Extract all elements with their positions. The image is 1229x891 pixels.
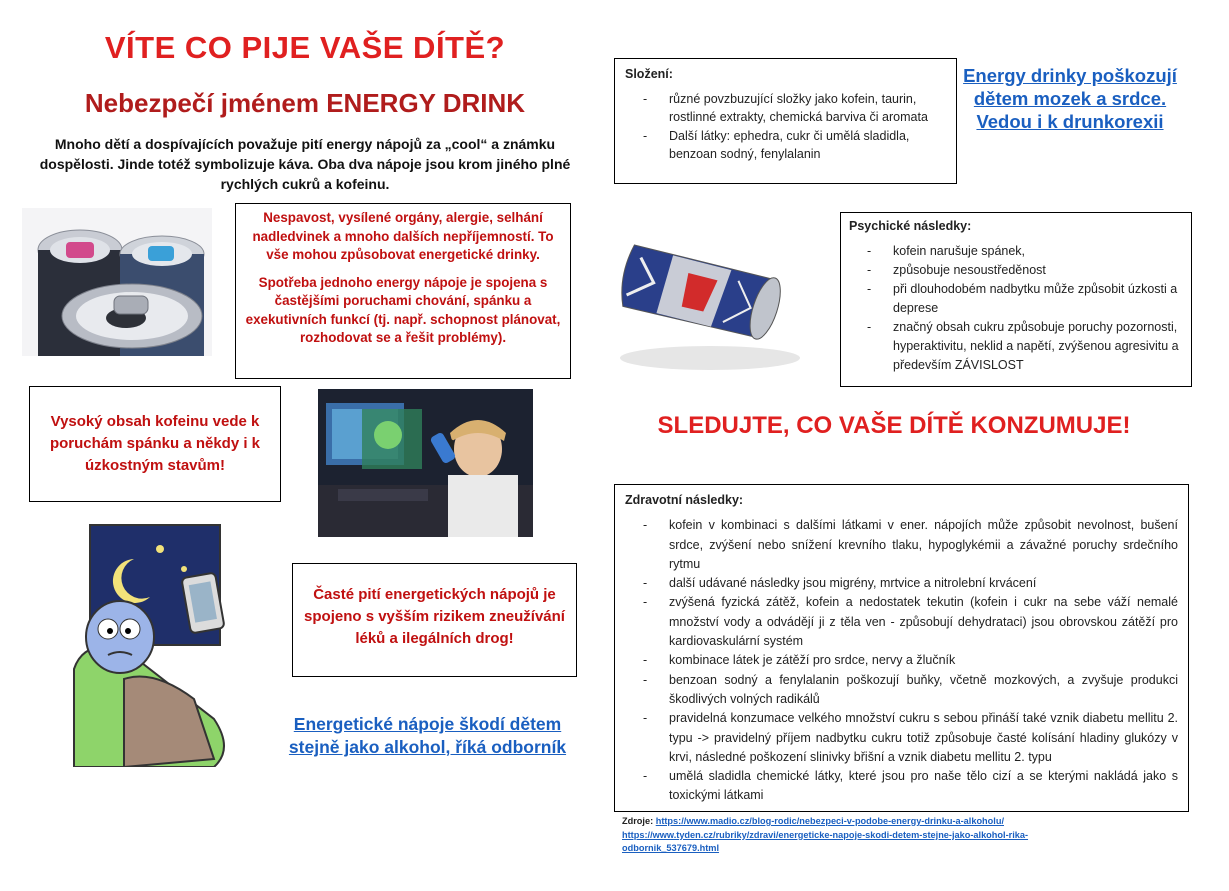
caffeine-text: Vysoký obsah kofeinu vede k poruchám spánku a někdy i k úzkostným stavům! [49,413,261,474]
warning-paragraph-1: Nespavost, vysílené orgány, alergie, selhání nadledvinek a mnoho dalších nepříjemností. To vše mohou způsobovat energetické drinky. [252,210,554,262]
composition-heading: Složení: [625,67,673,81]
list-item: - kofein v kombinaci s dalšími látkami v ener. nápojích může způsobit nevolnost, bušení srdce, zvýšení nebo snížení krevního tlaku, hypoglykémii a závažné poruchy srdečního rytmu [643,516,1178,574]
watch-headline: SLEDUJTE, CO VAŠE DÍTĚ KONZUMUJE! [657,412,1131,439]
crushed-can-image [600,218,800,386]
sources-label: Zdroje: [622,816,654,826]
sources-block [622,815,1092,856]
article-link-brain-heart[interactable]: Energy drinky poškozují dětem mozek a srdce. Vedou i k drunkorexii [963,65,1177,132]
list-item: - další udávané následky jsou migrény, mrtvice a nitrolební krvácení [643,574,1178,593]
composition-box [614,58,957,184]
list-item: - kombinace látek je zátěží pro srdce, nervy a žlučník [643,651,1178,670]
intro-text: Mnoho dětí a dospívajících považuje pití energy nápojů za „cool“ a známku dospělosti. Jinde totéž symbolizuje káva. Oba dva nápoje jsou krom jiného plné rychlých cukrů a kofeinu. [39,136,571,192]
list-item: - zvýšená fyzická zátěž, kofein a nedostatek tekutin (kofein i cukr na sebe váží nemalé množství vody a odvádějí ji z těla ven - způsobují dehydrataci) jsou obrovskou zátěží pro kardiovaskulární systém [643,593,1178,651]
source-link-1[interactable]: https://www.madio.cz/blog-rodic/nebezpeci-v-podobe-energy-drinku-a-alkoholu/ [655,816,1004,826]
list-item: - pravidelná konzumace velkého množství cukru s sebou přináší také vznik diabetu mellitu 2. typu -> pravidelný příjem nadbytku cukru totiž způsobuje časté kolísání hladiny glukózy v krvi, následné poškození slinivky břišní a vznik diabetu mellitu 2. typu [643,709,1178,767]
energy-cans-image [22,208,212,356]
drug-risk-box [292,563,577,677]
caffeine-box [29,386,281,502]
list-item: - Další látky: ephedra, cukr či umělá sladidla, benzoan sodný, fenylalanin [643,127,946,164]
gamer-drinking-image [318,389,533,537]
source-link-2[interactable]: https://www.tyden.cz/rubriky/zdravi/energeticke-napoje-skodi-detem-stejne-jako-alkohol-rika-odbornik_537679.html [622,829,1029,853]
composition-list [625,90,946,164]
psychic-effects-box [840,212,1192,387]
sleepless-cartoon-image [64,519,246,767]
psychic-list [849,242,1183,375]
list-item: - kofein narušuje spánek, [867,242,1183,261]
list-item: - značný obsah cukru způsobuje poruchy pozornosti, hyperaktivitu, neklid a napětí, zvýšenou agresivitu a především ZÁVISLOST [867,318,1183,375]
health-list [625,516,1178,805]
warning-box [235,203,571,379]
list-item: - způsobuje nesoustředěnost [867,261,1183,280]
drug-risk-text: Časté pití energetických nápojů je spojeno s vyšším rizikem zneužívání léků a ilegálních drog! [304,586,565,647]
article-link-alcohol[interactable]: Energetické nápoje škodí dětem stejně jako alkohol, říká odborník [288,714,567,757]
health-heading: Zdravotní následky: [625,493,744,507]
page-subtitle: Nebezpečí jménem ENERGY DRINK [84,88,526,118]
health-effects-box [614,484,1189,812]
list-item: - různé povzbuzující složky jako kofein, taurin, rostlinné extrakty, chemická barviva či aromata [643,90,946,127]
warning-paragraph-2: Spotřeba jednoho energy nápoje je spojena s častějšími poruchami chování, spánku a exekutivních funkcí (tj. např. schopnost plánovat, rozhodovat se a řešit problémy). [245,274,561,345]
psychic-heading: Psychické následky: [849,219,972,233]
page-title: VÍTE CO PIJE VAŠE DÍTĚ? [104,30,506,65]
list-item: - benzoan sodný a fenylalanin poškozují buňky, včetně mozkových, a zvyšuje produkci škodlivých volných radikálů [643,671,1178,710]
list-item: - umělá sladidla chemické látky, které jsou pro naše tělo cizí a se kterými nakládá jako s toxickými látkami [643,767,1178,806]
list-item: - při dlouhodobém nadbytku může způsobit úzkosti a deprese [867,280,1183,318]
